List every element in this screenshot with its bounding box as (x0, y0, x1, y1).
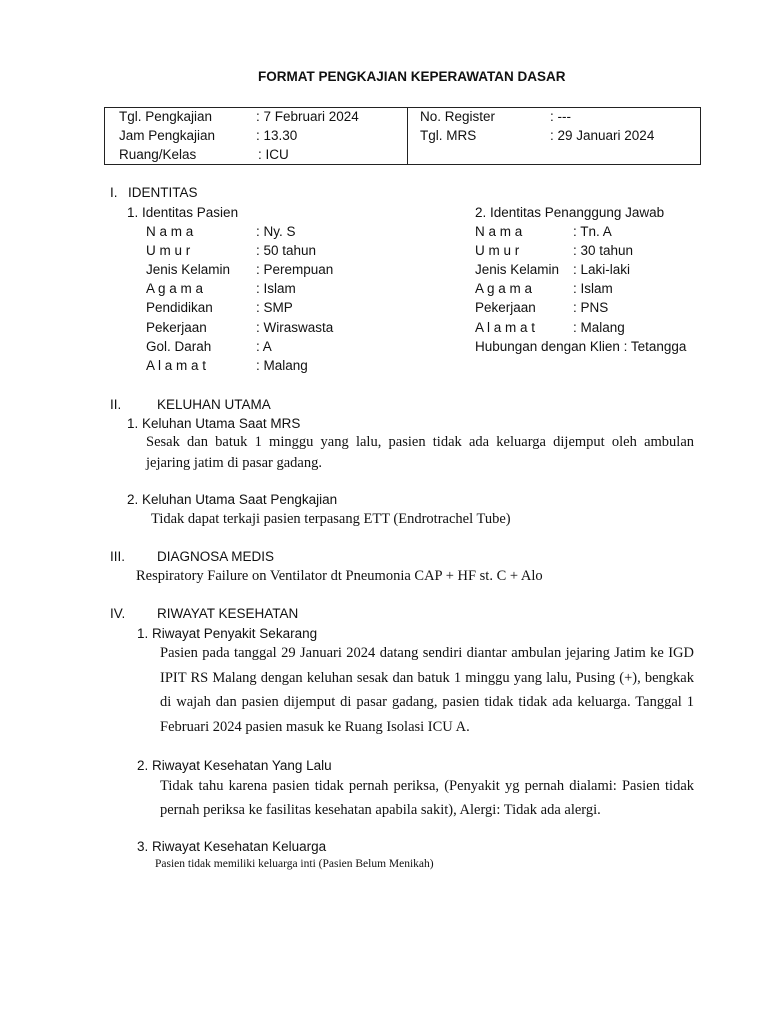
jam-pengkajian-value: : 13.30 (256, 128, 298, 143)
box-divider (407, 108, 408, 164)
section-ii-number: II. (110, 397, 122, 412)
pasien-pekerjaan-label: Pekerjaan (146, 320, 207, 335)
pj-umur-label: U m u r (475, 243, 520, 258)
pj-nama-value: : Tn. A (573, 224, 612, 239)
tgl-mrs-value: : 29 Januari 2024 (550, 128, 655, 143)
pj-umur-value: : 30 tahun (573, 243, 634, 258)
section-iii-number: III. (110, 549, 126, 564)
pasien-jenis-kelamin-value: : Perempuan (256, 262, 334, 277)
pj-nama-label: N a m a (475, 224, 523, 239)
pasien-nama-label: N a m a (146, 224, 194, 239)
keluhan-mrs-text: Sesak dan batuk 1 minggu yang lalu, pasien tidak ada keluarga dijemput oleh ambulan jejaring jatim di pasar gadang. (146, 434, 694, 471)
pj-jenis-kelamin-value: : Laki-laki (573, 262, 631, 277)
pj-hubungan: Hubungan dengan Klien : Tetangga (475, 339, 687, 354)
tgl-pengkajian-label: Tgl. Pengkajian (119, 109, 213, 124)
pasien-pendidikan-value: : SMP (256, 300, 293, 315)
pasien-gol-darah-value: : A (256, 339, 272, 354)
section-riwayat-heading: RIWAYAT KESEHATAN (157, 606, 299, 621)
keluhan-mrs-heading: 1. Keluhan Utama Saat MRS (127, 416, 301, 431)
keluhan-pengkajian-text: Tidak dapat terkaji pasien terpasang ETT (Endrotrachel Tube) (151, 511, 511, 527)
no-register-label: No. Register (420, 109, 496, 124)
diagnosa-text: Respiratory Failure on Ventilator dt Pneumonia CAP + HF st. C + Alo (136, 568, 543, 584)
pasien-umur-label: U m u r (146, 243, 191, 258)
section-keluhan-heading: KELUHAN UTAMA (157, 397, 271, 412)
pasien-jenis-kelamin-label: Jenis Kelamin (146, 262, 231, 277)
pj-pekerjaan-label: Pekerjaan (475, 300, 536, 315)
identitas-penanggung-heading: 2. Identitas Penanggung Jawab (475, 205, 665, 220)
ruang-kelas-value: : ICU (258, 147, 289, 162)
pj-pekerjaan-value: : PNS (573, 300, 609, 315)
pj-alamat-label: A l a m a t (475, 320, 536, 335)
section-i-number: I. (110, 185, 118, 200)
riwayat-keluarga-text: Pasien tidak memiliki keluarga inti (Pasien Belum Menikah) (155, 858, 434, 870)
pasien-alamat-label: A l a m a t (146, 358, 207, 373)
pasien-nama-value: : Ny. S (256, 224, 296, 239)
riwayat-sekarang-text: Pasien pada tanggal 29 Januari 2024 datang sendiri diantar ambulan jejaring Jatim ke IGD IPIT RS Malang dengan keluhan sesak dan batuk 1 minggu yang lalu, Pusing (+), bengkak di wajah dan pasien dijemput di pasar gadang, pasien tidak tidak ada keluarga. Tanggal 1 Februari 2024 pasien masuk ke Ruang Isolasi ICU A. (160, 645, 694, 735)
page-title: FORMAT PENGKAJIAN KEPERAWATAN DASAR (258, 69, 566, 84)
pasien-agama-label: A g a m a (146, 281, 204, 296)
tgl-mrs-label: Tgl. MRS (420, 128, 477, 143)
pasien-pendidikan-label: Pendidikan (146, 300, 213, 315)
no-register-value: : --- (550, 109, 571, 124)
pasien-agama-value: : Islam (256, 281, 296, 296)
pasien-umur-value: : 50 tahun (256, 243, 317, 258)
ruang-kelas-label: Ruang/Kelas (119, 147, 197, 162)
identitas-pasien-heading: 1. Identitas Pasien (127, 205, 239, 220)
pj-agama-label: A g a m a (475, 281, 533, 296)
riwayat-lalu-text: Tidak tahu karena pasien tidak pernah periksa, (Penyakit yg pernah dialami: Pasien tidak pernah periksa ke fasilitas kesehatan apabila sakit), Alergi: Tidak ada alergi. (160, 778, 694, 818)
pasien-pekerjaan-value: : Wiraswasta (256, 320, 334, 335)
section-iv-number: IV. (110, 606, 126, 621)
jam-pengkajian-label: Jam Pengkajian (119, 128, 216, 143)
pj-jenis-kelamin-label: Jenis Kelamin (475, 262, 560, 277)
riwayat-lalu-heading: 2. Riwayat Kesehatan Yang Lalu (137, 758, 332, 773)
pasien-alamat-value: : Malang (256, 358, 308, 373)
riwayat-keluarga-heading: 3. Riwayat Kesehatan Keluarga (137, 839, 327, 854)
section-identitas-heading: IDENTITAS (128, 185, 198, 200)
pj-agama-value: : Islam (573, 281, 613, 296)
riwayat-sekarang-heading: 1. Riwayat Penyakit Sekarang (137, 626, 318, 641)
keluhan-pengkajian-heading: 2. Keluhan Utama Saat Pengkajian (127, 492, 338, 507)
pasien-gol-darah-label: Gol. Darah (146, 339, 212, 354)
pj-alamat-value: : Malang (573, 320, 625, 335)
section-diagnosa-heading: DIAGNOSA MEDIS (157, 549, 275, 564)
tgl-pengkajian-value: : 7 Februari 2024 (256, 109, 359, 124)
